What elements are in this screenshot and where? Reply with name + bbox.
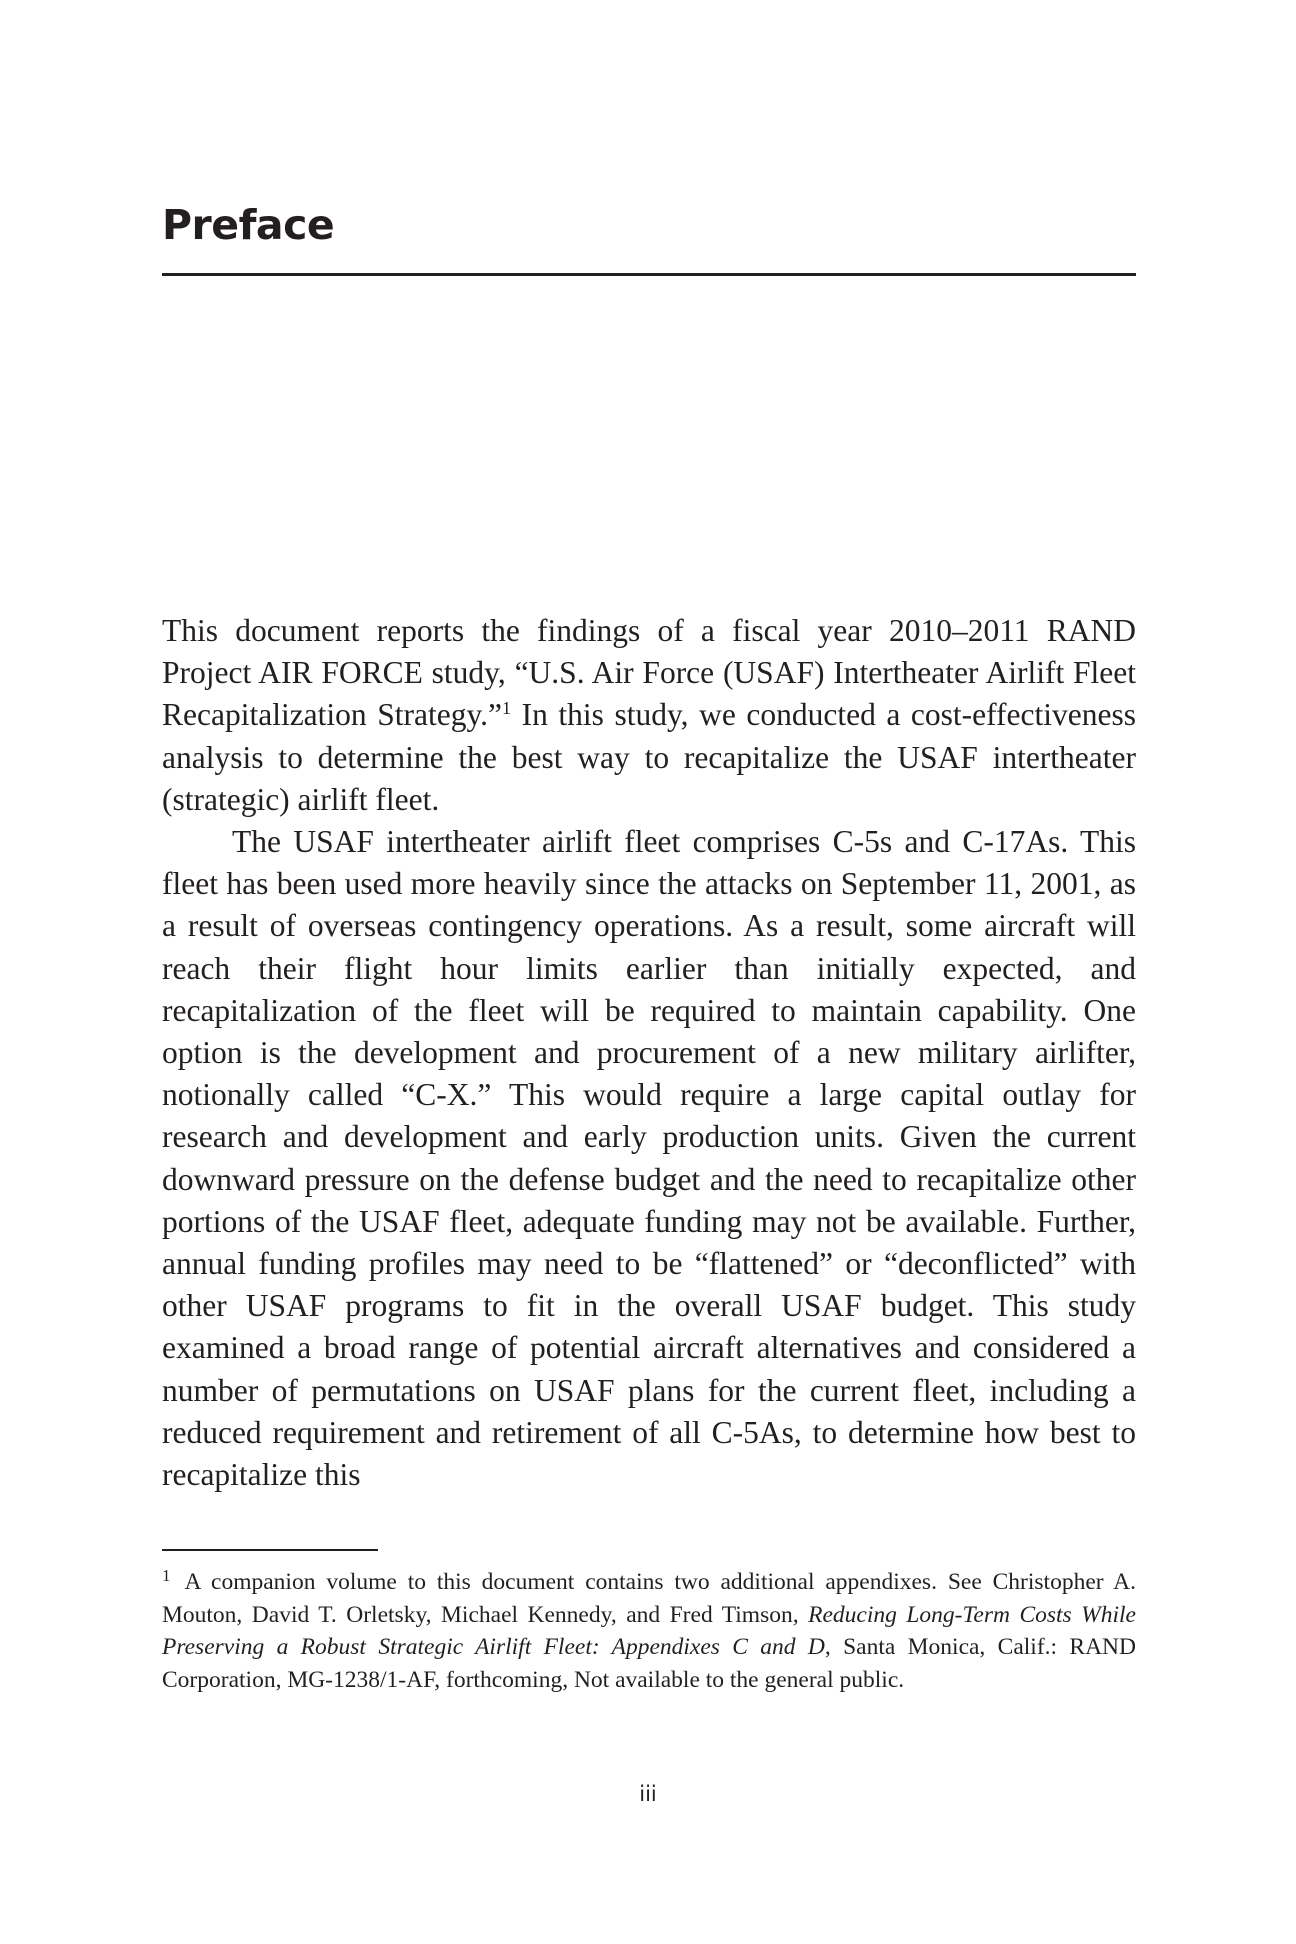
paragraph-1-text-continued: In this study, we conducted a cost-effectiveness analysis to determine the best way to recapitalize the USAF intertheater (strategic) airlift fleet. (162, 697, 1136, 817)
footnote-cited-title: Reducing Long-Term Costs While Preserving a Robust Strategic Airlift Fleet: Appendixes C and D (162, 1601, 1136, 1660)
paragraph-2: The USAF intertheater airlift fleet comprises C-5s and C-17As. This fleet has been used more heavily since the attacks on September 11, 2001, as a result of overseas contingency operations. As a result, some aircraft will reach their flight hour limits earlier than initially expected, and recapitalization of the fleet will be required to maintain capability. One option is the development and procurement of a new military airlifter, notionally called “C-X.” This would require a large capital outlay for research and development and early production units. Given the current downward pressure on the defense budget and the need to recapitalize other portions of the USAF fleet, adequate funding may not be available. Further, annual funding profiles may need to be “flattened” or “deconflicted” with other USAF programs to fit in the overall USAF budget. This study examined a broad range of potential aircraft alternatives and considered a number of permutations on USAF plans for the current fleet, including a reduced requirement and retirement of all C-5As, to determine how best to recapitalize this (162, 824, 1136, 1493)
paragraph-1-text: This document reports the findings of a fiscal year 2010–2011 RAND Project AIR FORCE study, “U.S. Air Force (USAF) Intertheater Airlift Fleet Recapitalization Strategy.” (162, 613, 1136, 733)
footnote-text-continued: , Santa Monica, Calif.: RAND Corporation, MG-1238/1-AF, forthcoming, Not available to the general public. (162, 1634, 1136, 1693)
footnote-number: 1 (162, 1566, 171, 1585)
footnote-text: A companion volume to this document contains two additional appendixes. See Christopher A. Mouton, David T. Orletsky, Michael Kennedy, and Fred Timson, (162, 1569, 1136, 1628)
paragraph-1 (162, 610, 1136, 821)
page-title: Preface (162, 201, 335, 249)
page-number: iii (639, 1782, 657, 1806)
body-text (162, 610, 1136, 1496)
footnote-rule (162, 1549, 378, 1551)
footnote (162, 1566, 1136, 1696)
footnote-reference: 1 (502, 698, 512, 719)
title-rule (162, 273, 1136, 276)
